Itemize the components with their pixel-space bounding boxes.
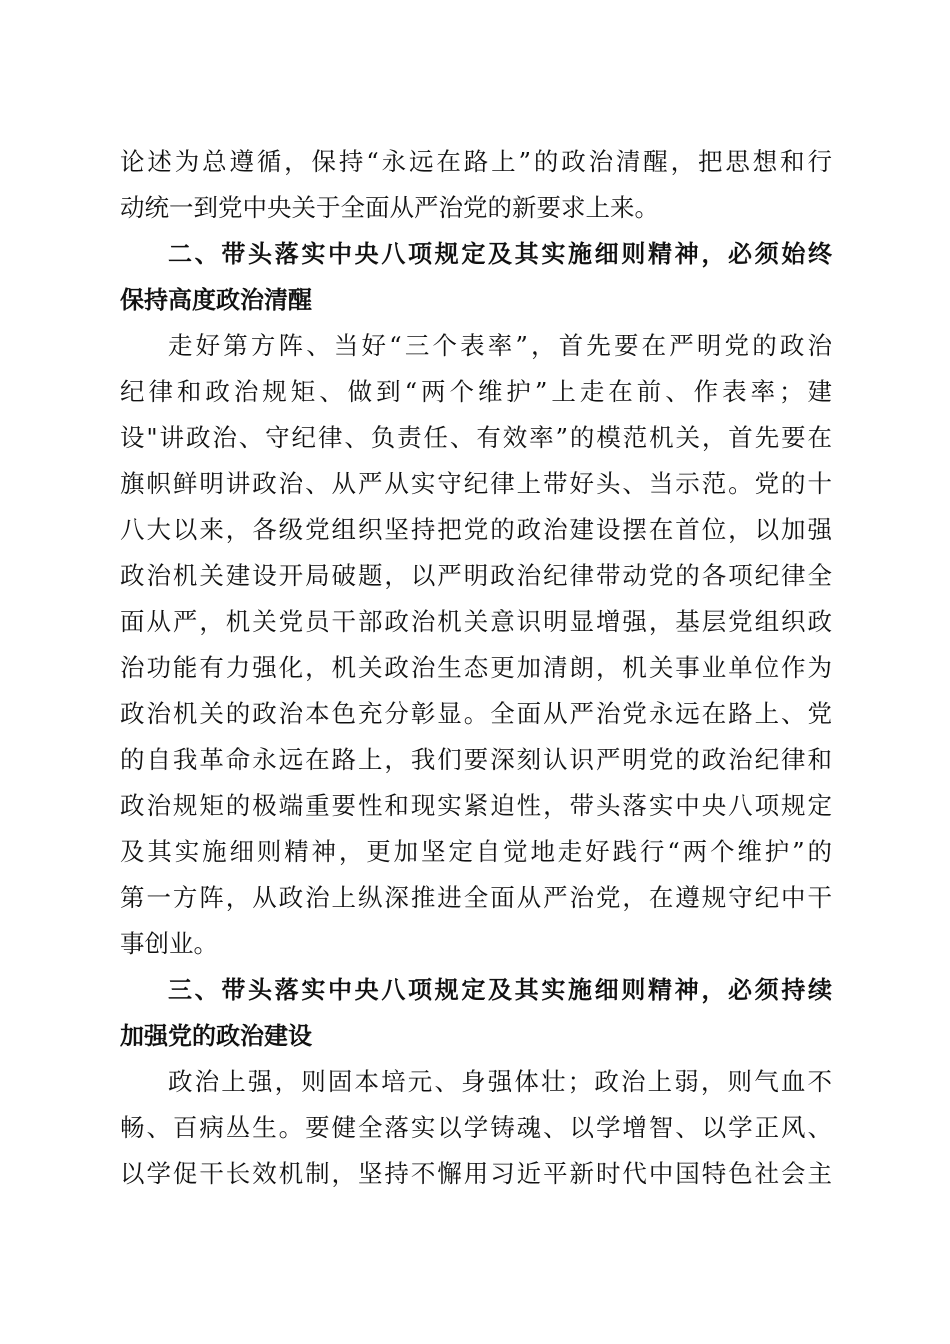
- paragraph-line: 走好第方阵、当好“三个表率”，首先要在严明党的政治: [168, 331, 832, 360]
- paragraph-line: 畅、百病丛生。要健全落实以学铸魂、以学增智、以学正风、: [120, 1113, 832, 1142]
- paragraph-line: 纪律和政治规矩、做到“两个维护”上走在前、作表率；建: [120, 377, 832, 406]
- paragraph-line: 设"讲政治、守纪律、负责任、有效率”的模范机关，首先要在: [120, 423, 832, 452]
- section-heading: 二、带头落实中央八项规定及其实施细则精神，必须始终: [168, 240, 832, 268]
- paragraph-line: 面从严，机关党员干部政治机关意识明显增强，基层党组织政: [120, 607, 832, 636]
- paragraph-line: 事创业。: [120, 929, 218, 958]
- paragraph-line: 旗帜鲜明讲政治、从严从实守纪律上带好头、当示范。党的十: [120, 469, 832, 498]
- section-heading: 保持高度政治清醒: [120, 286, 312, 314]
- paragraph-line: 八大以来，各级党组织坚持把党的政治建设摆在首位，以加强: [120, 515, 832, 544]
- paragraph-line: 政治上强，则固本培元、身强体壮；政治上弱，则气血不: [168, 1067, 832, 1096]
- paragraph-line: 政治规矩的极端重要性和现实紧迫性，带头落实中央八项规定: [120, 791, 832, 820]
- section-heading: 加强党的政治建设: [120, 1022, 312, 1050]
- paragraph-line: 的自我革命永远在路上，我们要深刻认识严明党的政治纪律和: [120, 745, 832, 774]
- paragraph-line: 治功能有力强化，机关政治生态更加清朗，机关事业单位作为: [120, 653, 832, 682]
- intro-line: 论述为总遵循，保持“永远在路上”的政治清醒，把思想和行: [120, 147, 832, 176]
- paragraph-line: 及其实施细则精神，更加坚定自觉地走好践行“两个维护”的: [120, 837, 832, 866]
- paragraph-line: 第一方阵，从政治上纵深推进全面从严治党，在遵规守纪中干: [120, 883, 832, 912]
- intro-line: 动统一到党中央关于全面从严治党的新要求上来。: [120, 193, 659, 222]
- section-heading: 三、带头落实中央八项规定及其实施细则精神，必须持续: [168, 976, 832, 1004]
- paragraph-line: 政治机关的政治本色充分彰显。全面从严治党永远在路上、党: [120, 699, 832, 728]
- paragraph-line: 政治机关建设开局破题，以严明政治纪律带动党的各项纪律全: [120, 561, 832, 590]
- paragraph-line: 以学促干长效机制，坚持不懈用习近平新时代中国特色社会主: [120, 1159, 832, 1188]
